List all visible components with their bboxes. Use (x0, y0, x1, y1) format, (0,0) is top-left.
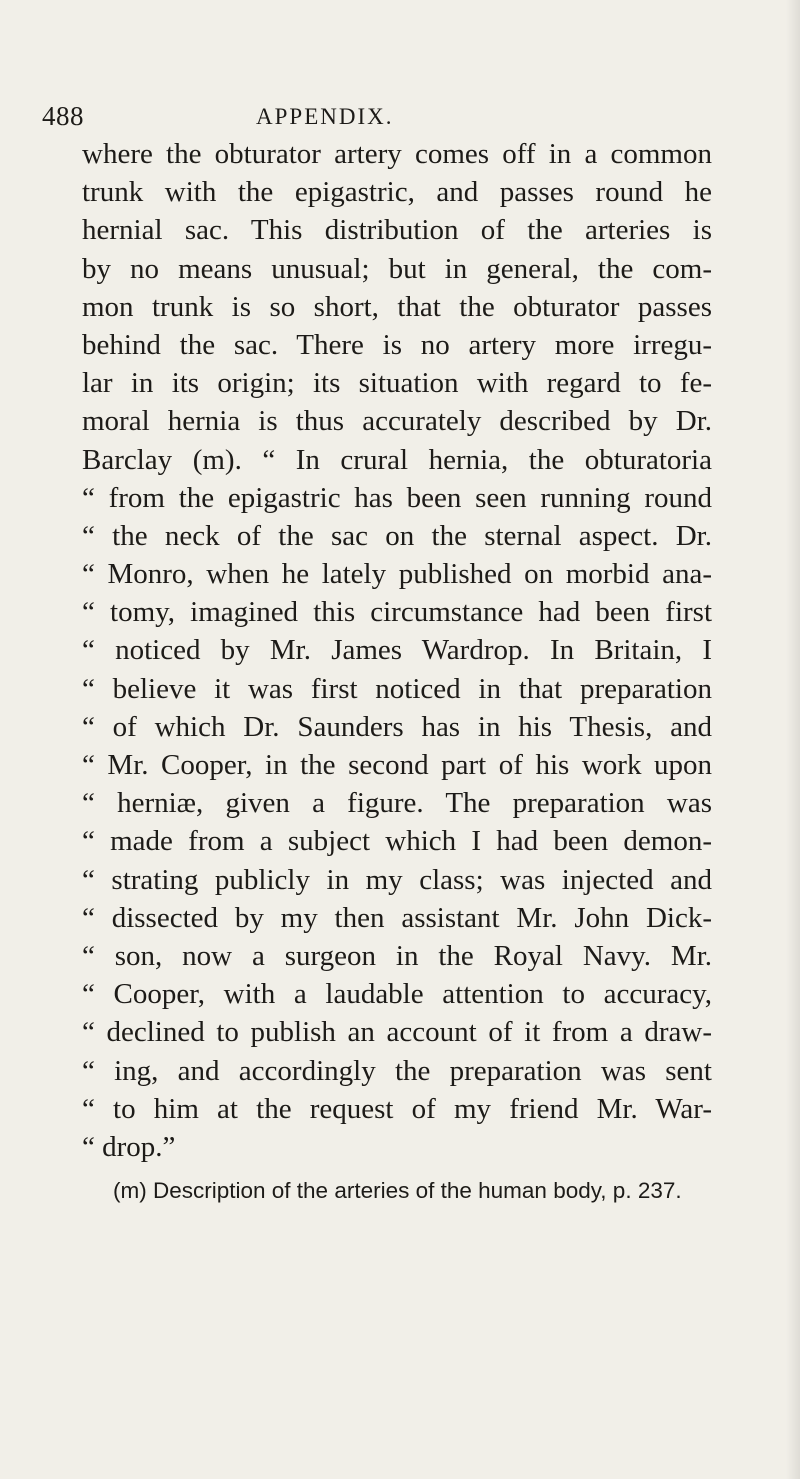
footnote: (m) Description of the arteries of the human body, p. 237. (113, 1178, 682, 1203)
text-line: “ to him at the request of my friend Mr. War- (82, 1092, 712, 1125)
text-line: “ believe it was first noticed in that preparation (82, 672, 712, 705)
text-line: moral hernia is thus accurately described by Dr. (82, 405, 712, 438)
text-line: “ the neck of the sac on the sternal aspect. Dr. (82, 519, 712, 552)
text-line: “ Cooper, with a laudable attention to accuracy, (82, 978, 712, 1011)
text-line: hernial sac. This distribution of the arteries is (82, 214, 712, 247)
text-line: “ Monro, when he lately published on morbid ana- (82, 558, 712, 591)
text-line: by no means unusual; but in general, the com- (82, 252, 712, 285)
page-number: 488 (42, 101, 84, 131)
text-line: mon trunk is so short, that the obturator passes (82, 290, 712, 323)
text-line: “ made from a subject which I had been demon- (82, 825, 712, 858)
text-line: “ dissected by my then assistant Mr. John Dick- (82, 901, 712, 934)
page-edge-shadow (786, 0, 800, 1479)
text-line: trunk with the epigastric, and passes round he (82, 176, 712, 209)
text-line: “ tomy, imagined this circumstance had been first (82, 596, 712, 629)
body-text (82, 135, 712, 1166)
text-line: “ strating publicly in my class; was injected and (82, 863, 712, 896)
text-line: “ son, now a surgeon in the Royal Navy. Mr. (82, 939, 712, 972)
text-line: “ drop.” (82, 1130, 176, 1163)
text-line: “ ing, and accordingly the preparation was sent (82, 1054, 712, 1087)
running-head-title: APPENDIX. (256, 104, 394, 129)
text-line: lar in its origin; its situation with regard to fe- (82, 367, 712, 400)
text-line: “ noticed by Mr. James Wardrop. In Britain, I (82, 634, 712, 667)
running-head (42, 97, 762, 139)
text-line: “ from the epigastric has been seen running round (82, 481, 712, 514)
text-line: behind the sac. There is no artery more irregu- (82, 328, 712, 361)
text-line: Barclay (m). “ In crural hernia, the obturatoria (82, 443, 712, 476)
text-line: “ herniæ, given a figure. The preparation was (82, 787, 712, 820)
text-line: “ Mr. Cooper, in the second part of his work upon (82, 749, 712, 781)
text-line: “ declined to publish an account of it from a draw- (82, 1016, 712, 1049)
text-line: where the obturator artery comes off in a common (82, 138, 712, 170)
text-line: “ of which Dr. Saunders has in his Thesis, and (82, 710, 712, 743)
